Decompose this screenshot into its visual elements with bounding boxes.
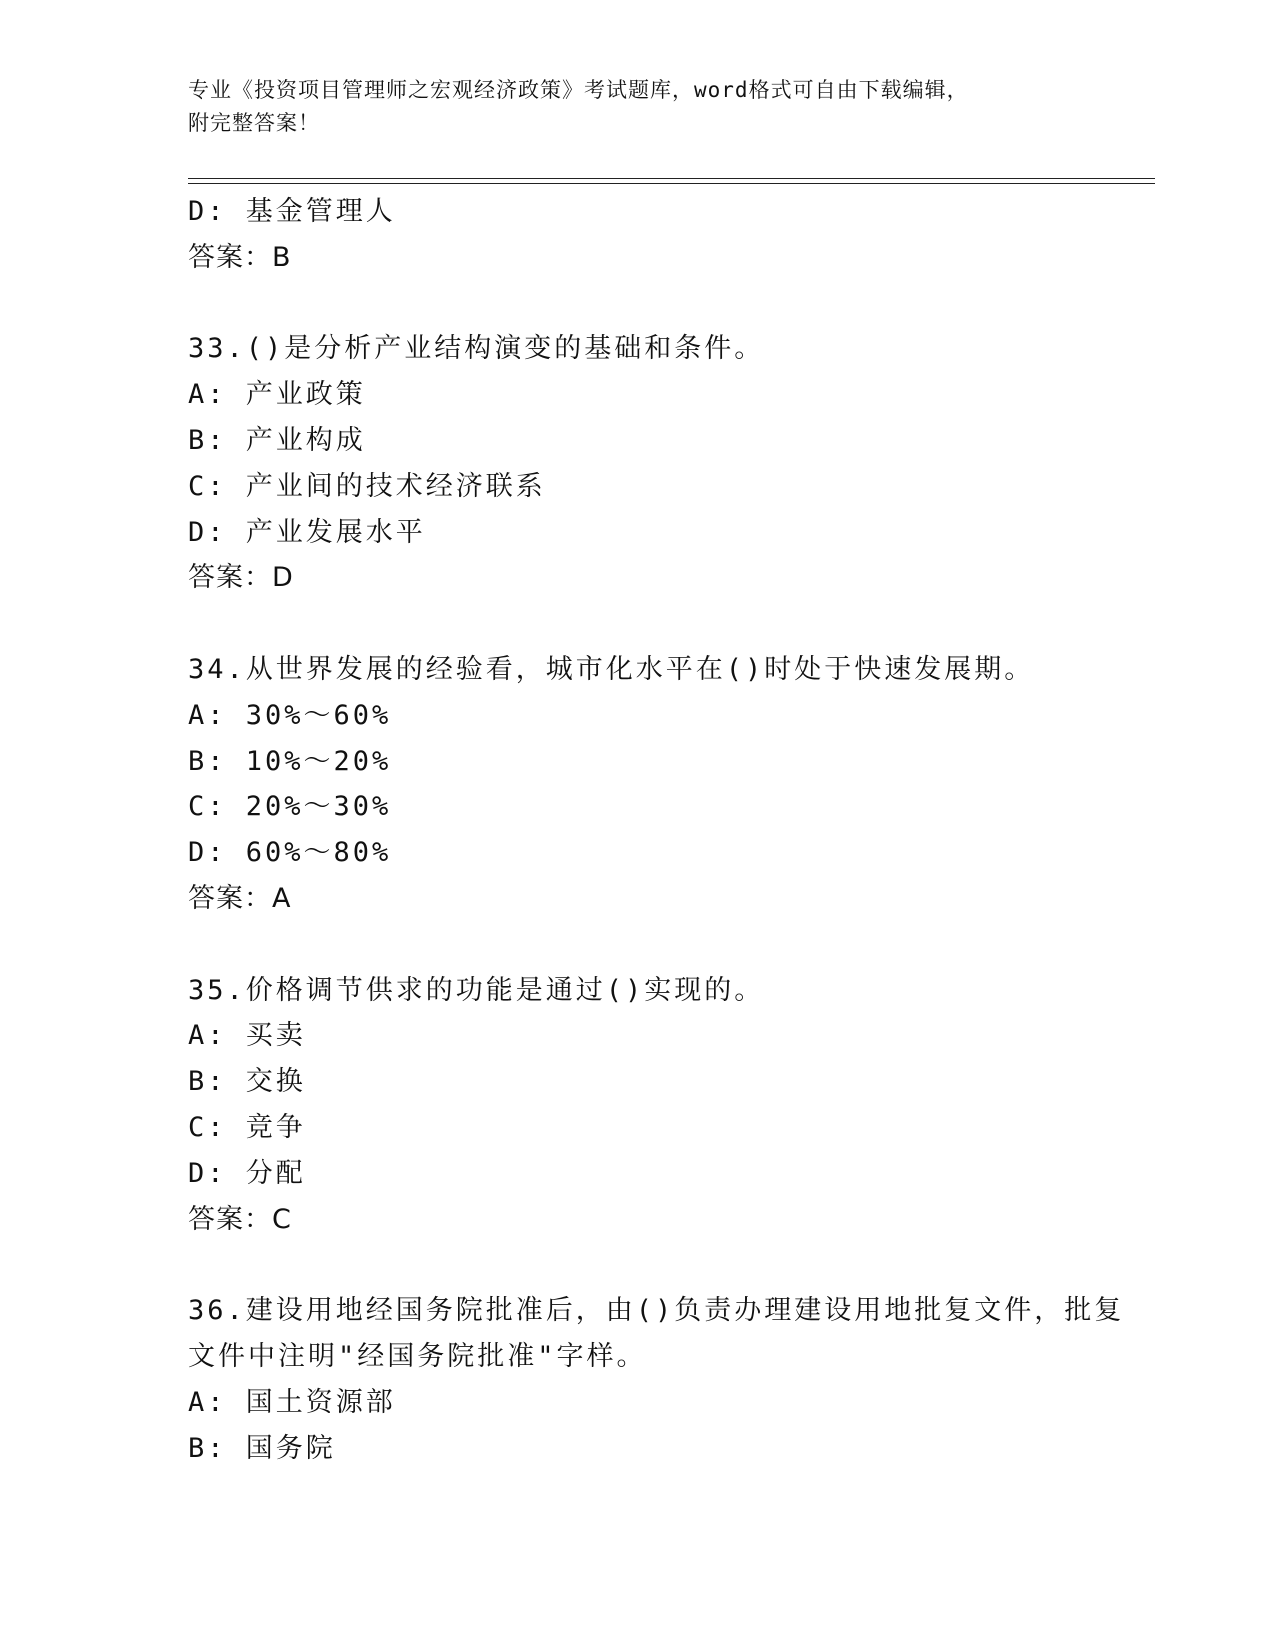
option-a: A: 30%～60% [188, 699, 392, 731]
option-c: C: 产业间的技术经济联系 [188, 470, 546, 502]
spacer [188, 1242, 1088, 1288]
question-stem-line-2: 文件中注明"经国务院批准"字样。 [188, 1340, 647, 1372]
document-header [188, 74, 1088, 140]
option-d: D: 分配 [188, 1157, 306, 1189]
answer: 答案：A [188, 882, 292, 914]
question-36 [188, 1288, 1125, 1471]
question-stem: 33.()是分析产业结构演变的基础和条件。 [188, 333, 765, 365]
question-35 [188, 968, 1088, 1243]
question-34 [188, 647, 1088, 922]
question-33 [188, 326, 1088, 601]
question-stem-line-1: 36.建设用地经国务院批准后，由()负责办理建设用地批复文件，批复 [188, 1295, 1125, 1327]
option-d: D: 60%～80% [188, 837, 392, 869]
q32-option-d: D: 基金管理人 [188, 196, 396, 227]
spacer [188, 922, 1088, 968]
option-b: B: 产业构成 [188, 424, 366, 456]
question-stem: 35.价格调节供求的功能是通过()实现的。 [188, 974, 765, 1006]
option-c: C: 20%～30% [188, 791, 392, 823]
header-divider-top [188, 178, 1155, 179]
header-line-1: 专业《投资项目管理师之宏观经济政策》考试题库，word格式可自由下载编辑， [188, 78, 969, 102]
spacer [188, 601, 1088, 647]
option-b: B: 交换 [188, 1066, 306, 1098]
option-a: A: 产业政策 [188, 379, 366, 411]
answer: 答案：D [188, 562, 294, 594]
q32-answer: 答案：B [188, 241, 292, 273]
answer: 答案：C [188, 1203, 292, 1235]
question-list [188, 189, 1125, 1471]
option-b: B: 国务院 [188, 1432, 336, 1464]
option-a: A: 买卖 [188, 1020, 306, 1052]
question-stem: 34.从世界发展的经验看，城市化水平在()时处于快速发展期。 [188, 653, 1035, 685]
header-divider-bottom [188, 183, 1155, 184]
header-line-2: 附完整答案！ [188, 111, 320, 135]
spacer [188, 281, 1088, 327]
option-c: C: 竞争 [188, 1111, 306, 1143]
option-d: D: 产业发展水平 [188, 516, 426, 548]
option-a: A: 国土资源部 [188, 1386, 396, 1418]
option-b: B: 10%～20% [188, 745, 392, 777]
